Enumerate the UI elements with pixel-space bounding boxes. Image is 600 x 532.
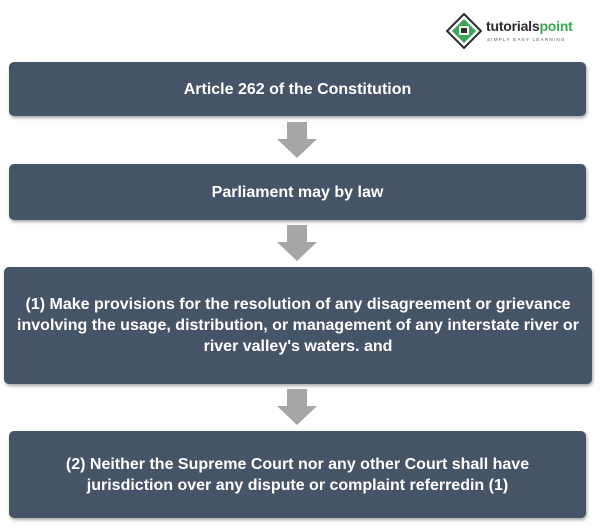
logo-diamond-icon (446, 13, 482, 49)
logo-wordmark (486, 18, 573, 34)
flow-step-article (9, 62, 586, 116)
flow-step-text: (1) Make provisions for the resolution of any disagreement or grievance involving the usage, distribution, or management of any interstate river or river valley's waters. and (17, 296, 579, 355)
logo-word-accent: point (539, 18, 573, 34)
flow-step-provision-2 (9, 431, 586, 518)
down-arrow-icon (277, 389, 317, 425)
flow-step-parliament (9, 164, 586, 220)
flow-step-text: (2) Neither the Supreme Court nor any other Court shall have jurisdiction over any dispute or complaint referredin (1) (65, 455, 530, 494)
flow-step-provision-1 (4, 267, 592, 384)
logo-tagline: SIMPLY EASY LEARNING (487, 37, 566, 42)
flow-step-text: Article 262 of the Constitution (183, 80, 412, 98)
tutorialspoint-logo (446, 11, 588, 51)
down-arrow-icon (277, 122, 317, 158)
down-arrow-icon (277, 225, 317, 261)
logo-word-main: tutorials (486, 18, 540, 34)
flow-step-text: Parliament may by law (211, 183, 384, 201)
